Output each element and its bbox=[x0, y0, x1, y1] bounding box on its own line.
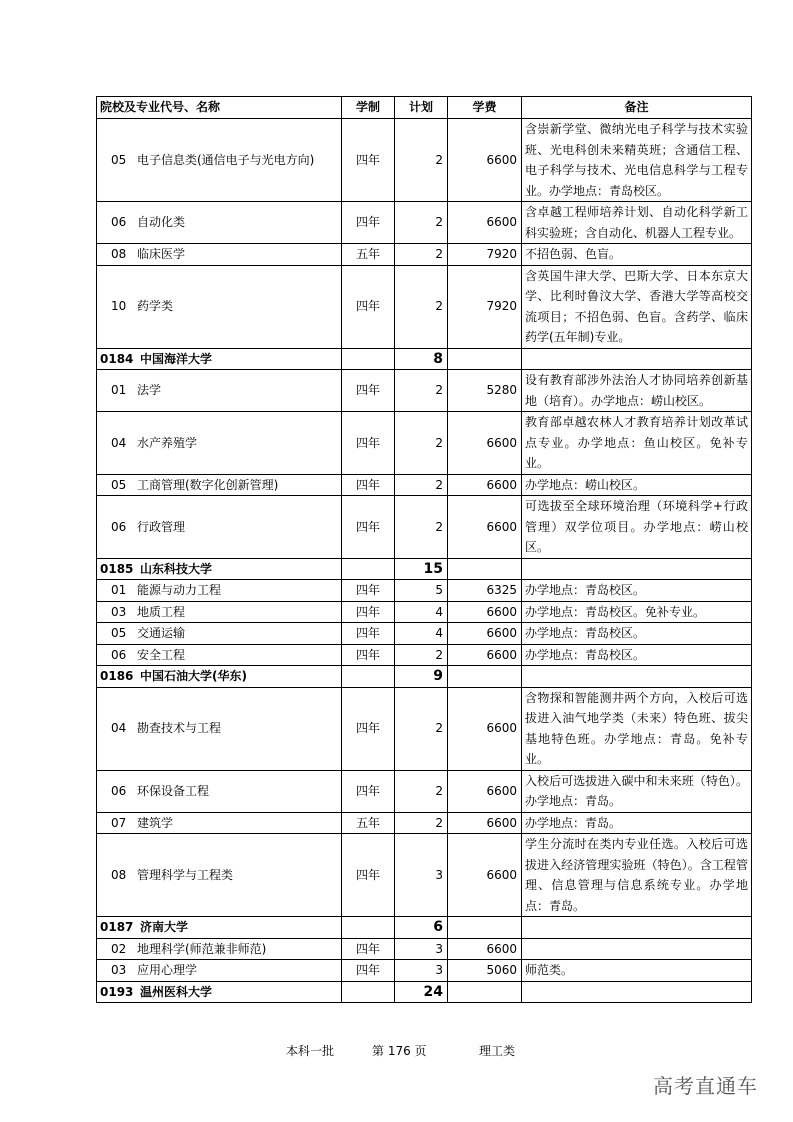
school-fee-cell bbox=[448, 348, 522, 370]
major-name-cell bbox=[97, 412, 342, 475]
major-system: 四年 bbox=[342, 601, 395, 623]
major-row bbox=[97, 623, 752, 645]
admission-plan-table-sheet bbox=[96, 96, 748, 1003]
school-note-cell bbox=[522, 917, 752, 939]
major-note: 含崇新学堂、微纳光电子科学与技术实验班、光电科创未来精英班；含通信工程、电子科学与技术、光电信息科学与工程专业。办学地点：青岛校区。 bbox=[522, 119, 752, 202]
major-plan: 2 bbox=[395, 265, 448, 348]
major-code: 05 bbox=[111, 152, 127, 167]
school-name-cell bbox=[97, 348, 342, 370]
major-note: 入校后可选拔进入碳中和未来班（特色）。办学地点：青岛。 bbox=[522, 770, 752, 812]
major-row bbox=[97, 580, 752, 602]
major-note: 学生分流时在类内专业任选。入校后可选拔进入经济管理实验班（特色）。含工程管理、信息管理与信息系统专业。办学地点：青岛。 bbox=[522, 834, 752, 917]
major-note: 含物探和智能测井两个方向，入校后可选拔进入油气地学类（未来）特色班、拔尖基地特色班。办学地点：青岛。免补专业。 bbox=[522, 687, 752, 770]
school-row bbox=[97, 558, 752, 580]
major-system: 四年 bbox=[342, 938, 395, 960]
major-name-cell bbox=[97, 580, 342, 602]
major-name-cell bbox=[97, 496, 342, 559]
major-row bbox=[97, 412, 752, 475]
major-plan: 3 bbox=[395, 938, 448, 960]
major-code: 05 bbox=[111, 626, 127, 640]
major-code: 01 bbox=[111, 383, 127, 398]
major-name: 地质工程 bbox=[137, 604, 186, 619]
admission-plan-table bbox=[96, 96, 752, 1003]
major-fee: 6600 bbox=[448, 770, 522, 812]
major-name: 自动化类 bbox=[137, 215, 186, 230]
school-note-cell bbox=[522, 981, 752, 1003]
major-name: 安全工程 bbox=[137, 647, 186, 662]
major-name-cell bbox=[97, 623, 342, 645]
major-system: 五年 bbox=[342, 812, 395, 834]
major-name-cell bbox=[97, 119, 342, 202]
major-system: 四年 bbox=[342, 265, 395, 348]
major-fee: 6600 bbox=[448, 601, 522, 623]
major-code: 06 bbox=[111, 647, 127, 662]
major-system: 四年 bbox=[342, 474, 395, 496]
major-row bbox=[97, 687, 752, 770]
major-system: 四年 bbox=[342, 623, 395, 645]
major-fee: 5280 bbox=[448, 370, 522, 412]
school-plan-total: 9 bbox=[395, 666, 448, 688]
major-plan: 2 bbox=[395, 370, 448, 412]
major-plan: 5 bbox=[395, 580, 448, 602]
header-plan: 计划 bbox=[395, 97, 448, 119]
school-name-cell bbox=[97, 558, 342, 580]
major-plan: 4 bbox=[395, 623, 448, 645]
school-system-cell bbox=[342, 917, 395, 939]
major-plan: 2 bbox=[395, 812, 448, 834]
major-row bbox=[97, 960, 752, 982]
major-code: 04 bbox=[111, 721, 127, 736]
major-fee: 6600 bbox=[448, 412, 522, 475]
major-note: 设有教育部涉外法治人才协同培养创新基地（培育）。办学地点：崂山校区。 bbox=[522, 370, 752, 412]
school-name: 中国石油大学(华东) bbox=[140, 669, 247, 683]
school-name: 山东科技大学 bbox=[140, 561, 213, 576]
major-plan: 2 bbox=[395, 687, 448, 770]
major-plan: 2 bbox=[395, 412, 448, 475]
major-fee: 5060 bbox=[448, 960, 522, 982]
major-fee: 6600 bbox=[448, 474, 522, 496]
major-name-cell bbox=[97, 265, 342, 348]
major-name: 药学类 bbox=[137, 299, 174, 314]
school-code: 0186 bbox=[100, 669, 134, 683]
school-row bbox=[97, 666, 752, 688]
watermark-text: 高考直通车 bbox=[653, 1074, 758, 1098]
school-name-cell bbox=[97, 981, 342, 1003]
school-fee-cell bbox=[448, 981, 522, 1003]
major-system: 四年 bbox=[342, 960, 395, 982]
major-system: 四年 bbox=[342, 687, 395, 770]
major-code: 03 bbox=[111, 963, 127, 977]
major-system: 五年 bbox=[342, 244, 395, 266]
major-note: 办学地点：青岛校区。 bbox=[522, 644, 752, 666]
major-fee: 6600 bbox=[448, 496, 522, 559]
school-system-cell bbox=[342, 666, 395, 688]
major-name-cell bbox=[97, 644, 342, 666]
school-note-cell bbox=[522, 666, 752, 688]
major-system: 四年 bbox=[342, 834, 395, 917]
major-name: 环保设备工程 bbox=[137, 783, 210, 798]
major-row bbox=[97, 834, 752, 917]
major-name-cell bbox=[97, 812, 342, 834]
major-code: 07 bbox=[111, 815, 127, 830]
major-plan: 2 bbox=[395, 496, 448, 559]
header-fee: 学费 bbox=[448, 97, 522, 119]
major-name-cell bbox=[97, 202, 342, 244]
footer-category: 理工类 bbox=[479, 1044, 516, 1058]
major-name: 交通运输 bbox=[137, 626, 186, 640]
major-fee: 6600 bbox=[448, 119, 522, 202]
school-fee-cell bbox=[448, 666, 522, 688]
school-name: 温州医科大学 bbox=[140, 984, 213, 999]
school-code: 0193 bbox=[100, 984, 134, 999]
school-plan-total: 8 bbox=[395, 348, 448, 370]
major-row bbox=[97, 938, 752, 960]
major-note: 办学地点：青岛校区。 bbox=[522, 623, 752, 645]
major-plan: 2 bbox=[395, 474, 448, 496]
major-name: 应用心理学 bbox=[137, 963, 198, 977]
major-fee: 6600 bbox=[448, 834, 522, 917]
major-name: 水产养殖学 bbox=[137, 435, 198, 450]
major-code: 06 bbox=[111, 215, 127, 230]
school-system-cell bbox=[342, 348, 395, 370]
major-row bbox=[97, 601, 752, 623]
major-system: 四年 bbox=[342, 370, 395, 412]
header-note: 备注 bbox=[522, 97, 752, 119]
major-code: 06 bbox=[111, 783, 127, 798]
major-code: 10 bbox=[111, 299, 127, 314]
major-name-cell bbox=[97, 834, 342, 917]
major-name-cell bbox=[97, 687, 342, 770]
major-note bbox=[522, 938, 752, 960]
school-note-cell bbox=[522, 348, 752, 370]
school-code: 0185 bbox=[100, 561, 134, 576]
major-note: 办学地点：青岛。 bbox=[522, 812, 752, 834]
major-code: 04 bbox=[111, 435, 127, 450]
major-name-cell bbox=[97, 370, 342, 412]
school-fee-cell bbox=[448, 558, 522, 580]
major-plan: 2 bbox=[395, 244, 448, 266]
major-plan: 2 bbox=[395, 202, 448, 244]
major-name-cell bbox=[97, 770, 342, 812]
major-code: 01 bbox=[111, 583, 127, 597]
major-note: 师范类。 bbox=[522, 960, 752, 982]
school-name-cell bbox=[97, 917, 342, 939]
major-row bbox=[97, 496, 752, 559]
header-system: 学制 bbox=[342, 97, 395, 119]
school-code: 0187 bbox=[100, 920, 134, 934]
school-system-cell bbox=[342, 981, 395, 1003]
major-row bbox=[97, 370, 752, 412]
major-fee: 6600 bbox=[448, 812, 522, 834]
major-fee: 6600 bbox=[448, 202, 522, 244]
major-row bbox=[97, 644, 752, 666]
major-fee: 7920 bbox=[448, 244, 522, 266]
major-note: 可选拔至全球环境治理（环境科学+行政管理）双学位项目。办学地点：崂山校区。 bbox=[522, 496, 752, 559]
major-plan: 2 bbox=[395, 119, 448, 202]
major-name: 管理科学与工程类 bbox=[137, 867, 234, 882]
major-row bbox=[97, 265, 752, 348]
major-name: 地理科学(师范兼非师范) bbox=[137, 941, 267, 956]
major-note: 教育部卓越农林人才教育培养计划改革试点专业。办学地点：鱼山校区。免补专业。 bbox=[522, 412, 752, 475]
major-row bbox=[97, 119, 752, 202]
major-system: 四年 bbox=[342, 202, 395, 244]
header-name: 院校及专业代号、名称 bbox=[97, 97, 342, 119]
school-name: 济南大学 bbox=[140, 920, 189, 934]
major-plan: 2 bbox=[395, 644, 448, 666]
major-code: 08 bbox=[111, 247, 127, 261]
major-fee: 6600 bbox=[448, 644, 522, 666]
school-plan-total: 15 bbox=[395, 558, 448, 580]
major-code: 06 bbox=[111, 519, 127, 534]
major-system: 四年 bbox=[342, 580, 395, 602]
major-row bbox=[97, 474, 752, 496]
major-row bbox=[97, 202, 752, 244]
major-name: 勘查技术与工程 bbox=[137, 721, 222, 736]
major-name: 建筑学 bbox=[137, 815, 174, 830]
school-code: 0184 bbox=[100, 351, 134, 366]
major-system: 四年 bbox=[342, 644, 395, 666]
school-system-cell bbox=[342, 558, 395, 580]
major-name: 能源与动力工程 bbox=[137, 583, 222, 597]
major-name: 行政管理 bbox=[137, 519, 186, 534]
school-row bbox=[97, 981, 752, 1003]
major-name-cell bbox=[97, 244, 342, 266]
major-fee: 7920 bbox=[448, 265, 522, 348]
major-fee: 6600 bbox=[448, 623, 522, 645]
major-fee: 6600 bbox=[448, 687, 522, 770]
major-code: 02 bbox=[111, 941, 127, 956]
major-name: 工商管理(数字化创新管理) bbox=[137, 477, 279, 492]
footer-batch: 本科一批 bbox=[286, 1044, 335, 1058]
footer-page-number: 第 176 页 bbox=[372, 1044, 427, 1058]
table-body bbox=[97, 119, 752, 1003]
major-system: 四年 bbox=[342, 496, 395, 559]
major-note: 办学地点：青岛校区。免补专业。 bbox=[522, 601, 752, 623]
major-note: 办学地点：青岛校区。 bbox=[522, 580, 752, 602]
school-row bbox=[97, 348, 752, 370]
major-name-cell bbox=[97, 938, 342, 960]
school-plan-total: 6 bbox=[395, 917, 448, 939]
school-note-cell bbox=[522, 558, 752, 580]
major-system: 四年 bbox=[342, 770, 395, 812]
major-row bbox=[97, 770, 752, 812]
major-note: 不招色弱、色盲。 bbox=[522, 244, 752, 266]
major-name-cell bbox=[97, 601, 342, 623]
major-name: 电子信息类(通信电子与光电方向) bbox=[137, 152, 315, 167]
major-row bbox=[97, 812, 752, 834]
major-code: 03 bbox=[111, 604, 127, 619]
major-plan: 3 bbox=[395, 960, 448, 982]
major-system: 四年 bbox=[342, 119, 395, 202]
major-fee: 6325 bbox=[448, 580, 522, 602]
major-name-cell bbox=[97, 474, 342, 496]
school-plan-total: 24 bbox=[395, 981, 448, 1003]
major-plan: 2 bbox=[395, 770, 448, 812]
major-row bbox=[97, 244, 752, 266]
school-fee-cell bbox=[448, 917, 522, 939]
major-name: 临床医学 bbox=[137, 247, 186, 261]
major-note: 含卓越工程师培养计划、自动化科学新工科实验班；含自动化、机器人工程专业。 bbox=[522, 202, 752, 244]
major-note: 办学地点：崂山校区。 bbox=[522, 474, 752, 496]
major-plan: 4 bbox=[395, 601, 448, 623]
school-name: 中国海洋大学 bbox=[140, 351, 213, 366]
major-code: 08 bbox=[111, 867, 127, 882]
table-header-row bbox=[97, 97, 752, 119]
major-fee: 6600 bbox=[448, 938, 522, 960]
major-name-cell bbox=[97, 960, 342, 982]
major-system: 四年 bbox=[342, 412, 395, 475]
major-code: 05 bbox=[111, 477, 127, 492]
major-plan: 3 bbox=[395, 834, 448, 917]
school-row bbox=[97, 917, 752, 939]
major-note: 含英国牛津大学、巴斯大学、日本东京大学、比利时鲁汶大学、香港大学等高校交流项目；不招色弱、色盲。含药学、临床药学(五年制)专业。 bbox=[522, 265, 752, 348]
major-name: 法学 bbox=[137, 383, 162, 398]
school-name-cell bbox=[97, 666, 342, 688]
